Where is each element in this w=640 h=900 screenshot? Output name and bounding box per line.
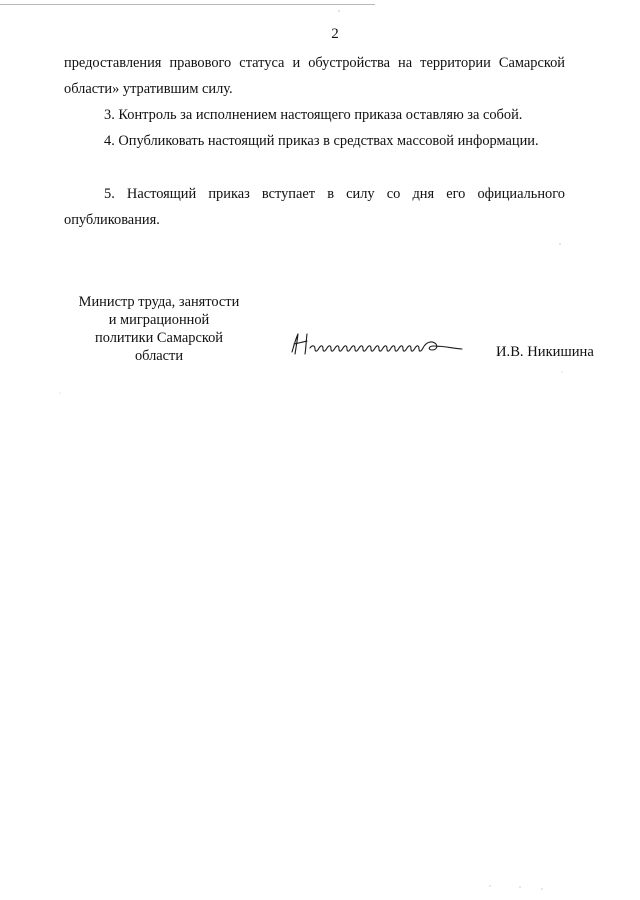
signature-stroke bbox=[292, 334, 462, 354]
signatory-position bbox=[64, 293, 254, 365]
signatory-position-line: области bbox=[134, 348, 184, 364]
signatory-position-line: и миграционной bbox=[108, 312, 210, 328]
paragraph-text: 3. Контроль за исполнением настоящего приказа оставляю за собой. bbox=[104, 107, 523, 123]
paragraph-continuation bbox=[64, 50, 565, 102]
paragraph-item-5 bbox=[64, 181, 565, 233]
page-number: 2 bbox=[331, 26, 339, 42]
signatory-position-line: Министр труда, занятости bbox=[78, 294, 240, 310]
signer-name: И.В. Никишина bbox=[496, 344, 594, 360]
paragraph-text: 4. Опубликовать настоящий приказ в средствах массовой информации. bbox=[104, 133, 539, 149]
scan-top-rule bbox=[0, 4, 375, 5]
paragraph-item-4 bbox=[64, 128, 565, 154]
paragraph-text: предоставления правового статуса и обустройства на территории Самарской области» утратившим силу. bbox=[64, 55, 565, 97]
paragraph-text: 5. Настоящий приказ вступает в силу со дня его официального опубликования. bbox=[64, 186, 565, 228]
paragraph-item-3 bbox=[64, 102, 565, 128]
handwritten-signature bbox=[286, 330, 466, 362]
signatory-position-line: политики Самарской bbox=[95, 330, 223, 346]
